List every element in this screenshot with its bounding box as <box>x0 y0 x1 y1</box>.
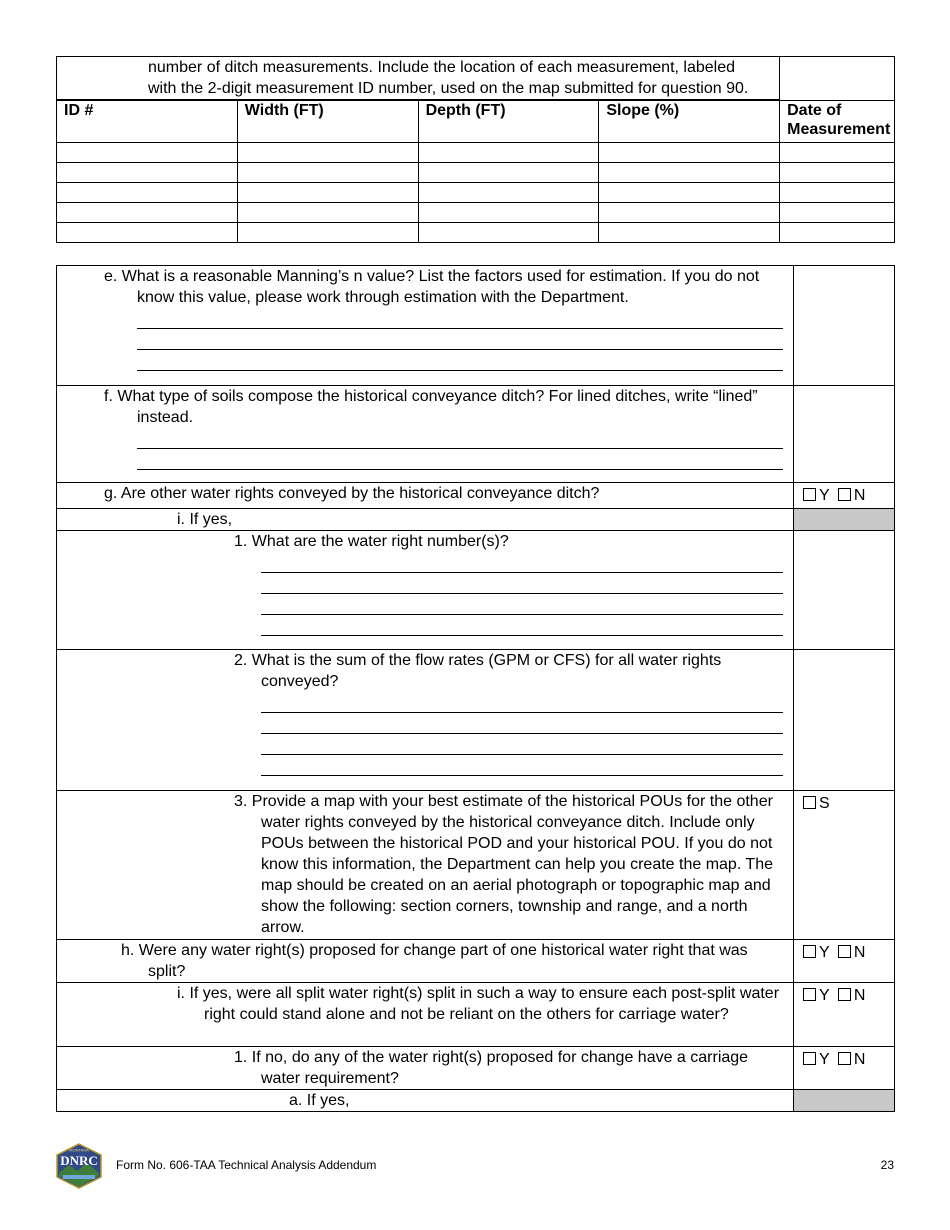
cell-input[interactable] <box>599 142 780 162</box>
question-g-i <box>57 509 794 531</box>
dnrc-logo <box>55 1143 103 1189</box>
question-g-i-1-side <box>794 531 895 650</box>
cell-input[interactable] <box>599 222 780 242</box>
col-depth: Depth (FT) <box>418 100 599 142</box>
question-g-i-1-text: 1. What are the water right number(s)? <box>234 533 509 550</box>
question-g-checkbox[interactable]: Y N <box>794 483 895 509</box>
cell-input[interactable] <box>237 142 418 162</box>
answer-lines-e[interactable] <box>137 308 783 371</box>
question-g-i-3-checkbox[interactable]: S <box>794 791 895 940</box>
shaded-cell <box>794 1090 895 1112</box>
col-date: Date of Measurement <box>780 100 895 142</box>
cell-input[interactable] <box>780 202 895 222</box>
cell-input[interactable] <box>57 182 238 202</box>
col-width: Width (FT) <box>237 100 418 142</box>
table-row <box>57 202 895 222</box>
table-row <box>57 182 895 202</box>
question-h-i-checkbox[interactable]: Y N <box>794 983 895 1047</box>
question-h-i-text: i. If yes, were all split water right(s) split in such a way to ensure each post-split water right could stand alone and not be reliant on the others for carriage water? <box>177 985 780 1023</box>
checkbox-no[interactable] <box>838 488 851 501</box>
measurement-intro <box>57 57 780 101</box>
checkbox-yes[interactable] <box>803 945 816 958</box>
answer-lines-g-i-2[interactable] <box>261 692 783 776</box>
question-e-text: e. What is a reasonable Manning’s n value? List the factors used for estimation. If you do not know this value, please work through estimation with the Department. <box>104 268 760 306</box>
question-g-i-2 <box>57 650 794 791</box>
question-g-i-2-side <box>794 650 895 791</box>
questions-table <box>56 265 895 1112</box>
question-e-side <box>794 266 895 386</box>
page-number: 23 <box>880 1158 894 1172</box>
cell-input[interactable] <box>237 202 418 222</box>
cell-input[interactable] <box>237 222 418 242</box>
checkbox-yes[interactable] <box>803 988 816 1001</box>
question-f <box>57 386 794 483</box>
cell-input[interactable] <box>57 202 238 222</box>
cell-input[interactable] <box>237 182 418 202</box>
question-f-text: f. What type of soils compose the historical conveyance ditch? For lined ditches, write “lined” instead. <box>104 388 758 426</box>
question-e <box>57 266 794 386</box>
cell-input[interactable] <box>57 142 238 162</box>
question-g-i-3 <box>57 791 794 940</box>
table-row <box>57 162 895 182</box>
intro-side-cell <box>780 57 895 101</box>
cell-input[interactable] <box>599 202 780 222</box>
cell-input[interactable] <box>237 162 418 182</box>
question-g-i-3-text: 3. Provide a map with your best estimate of the historical POUs for the other water rights conveyed by the historical conveyance ditch. Include only POUs between the historical POD and your historical POU. If you do not know this information, the Department can help you create the map. The map should be created on an aerial photograph or topographic map and show the following: section corners, township and range, and a north arrow. <box>234 793 773 936</box>
question-h-i-1-checkbox[interactable]: Y N <box>794 1047 895 1090</box>
intro-line-2: with the 2-digit measurement ID number, used on the map submitted for question 90. <box>148 80 749 97</box>
cell-input[interactable] <box>599 182 780 202</box>
answer-lines-f[interactable] <box>137 428 783 470</box>
logo-text: DNRC <box>60 1153 98 1168</box>
cell-input[interactable] <box>418 142 599 162</box>
question-h-text: h. Were any water right(s) proposed for change part of one historical water right that was split? <box>121 942 748 980</box>
question-f-side <box>794 386 895 483</box>
question-h-i <box>57 983 794 1047</box>
question-h-i-1 <box>57 1047 794 1090</box>
question-h-i-1-a-text: a. If yes, <box>289 1092 350 1109</box>
question-h-i-1-text: 1. If no, do any of the water right(s) proposed for change have a carriage water requirement? <box>234 1049 749 1087</box>
checkbox-no[interactable] <box>838 988 851 1001</box>
table-row <box>57 222 895 242</box>
form-number: Form No. 606-TAA Technical Analysis Addendum <box>116 1158 377 1172</box>
cell-input[interactable] <box>599 162 780 182</box>
cell-input[interactable] <box>57 162 238 182</box>
answer-lines-g-i-1[interactable] <box>261 552 783 636</box>
col-id: ID # <box>57 100 238 142</box>
question-h-i-1-a <box>57 1090 794 1112</box>
checkbox-yes[interactable] <box>803 488 816 501</box>
question-g-text: g. Are other water rights conveyed by the historical conveyance ditch? <box>104 485 600 502</box>
question-h-checkbox[interactable]: Y N <box>794 940 895 983</box>
cell-input[interactable] <box>418 202 599 222</box>
cell-input[interactable] <box>57 222 238 242</box>
cell-input[interactable] <box>418 222 599 242</box>
checkbox-no[interactable] <box>838 945 851 958</box>
col-slope: Slope (%) <box>599 100 780 142</box>
cell-input[interactable] <box>418 182 599 202</box>
intro-line-1: number of ditch measurements. Include the location of each measurement, labeled <box>148 59 735 76</box>
cell-input[interactable] <box>418 162 599 182</box>
cell-input[interactable] <box>780 182 895 202</box>
cell-input[interactable] <box>780 162 895 182</box>
question-g <box>57 483 794 509</box>
question-h <box>57 940 794 983</box>
question-g-i-text: i. If yes, <box>177 511 233 528</box>
question-g-i-1 <box>57 531 794 650</box>
checkbox-yes[interactable] <box>803 1052 816 1065</box>
cell-input[interactable] <box>780 142 895 162</box>
logo-small-text: MONTANA <box>69 1147 89 1153</box>
shaded-cell <box>794 509 895 531</box>
table-row <box>57 142 895 162</box>
question-g-i-2-text: 2. What is the sum of the flow rates (GPM or CFS) for all water rights conveyed? <box>234 652 722 690</box>
cell-input[interactable] <box>780 222 895 242</box>
checkbox-no[interactable] <box>838 1052 851 1065</box>
checkbox-submitted[interactable] <box>803 796 816 809</box>
measurement-table <box>56 56 895 243</box>
